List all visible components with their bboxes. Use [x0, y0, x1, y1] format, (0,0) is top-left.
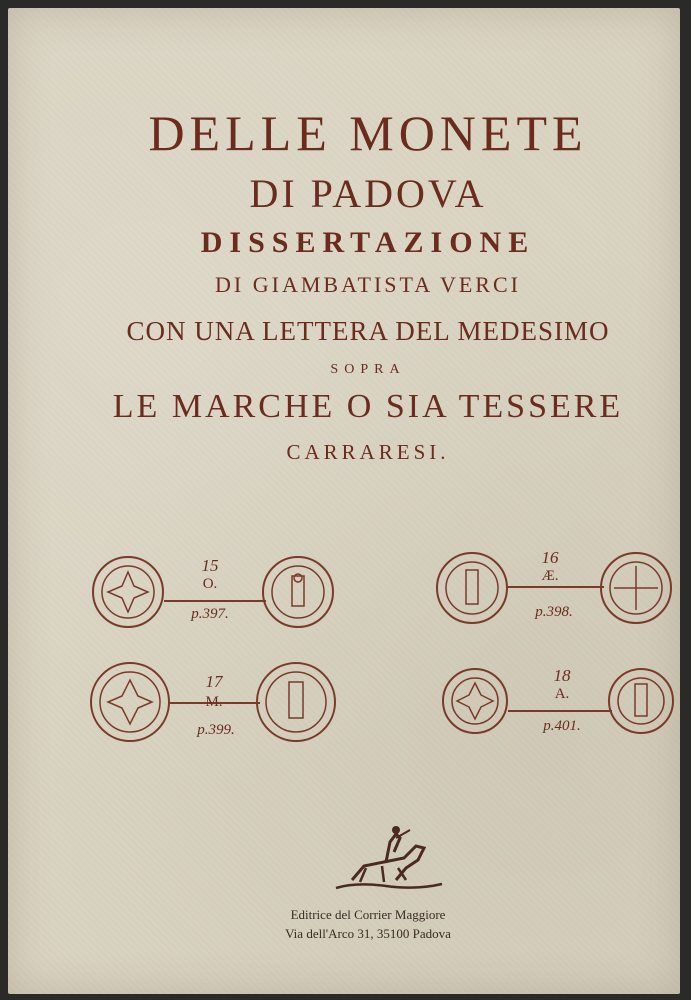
title-line-5: CON UNA LETTERA DEL MEDESIMO	[126, 316, 610, 346]
publisher-name: Editrice del Corrier Maggiore	[290, 907, 446, 922]
plate-metal-18: A.	[554, 686, 570, 702]
plate-metal-16: Æ.	[541, 568, 559, 584]
plate-number-17: 17	[205, 672, 223, 691]
plate-metal-15: O.	[202, 576, 218, 592]
plate-page-17: p.399.	[197, 722, 235, 738]
title-line-1: DELLE MONETE	[148, 105, 588, 161]
author-line: DI GIAMBATISTA VERCI	[215, 272, 521, 297]
coin-obverse-18-icon	[442, 668, 508, 734]
coin-reverse-18-icon	[608, 668, 674, 734]
coin-obverse-16-icon	[436, 552, 508, 624]
plate-page-15: p.397.	[191, 606, 229, 622]
plate-page-16: p.398.	[535, 604, 573, 620]
title-line-8: CARRARESI.	[286, 440, 450, 464]
plate-page-18: p.401.	[543, 718, 581, 734]
title-line-6: SOPRA	[330, 362, 406, 377]
title-line-3: DISSERTAZIONE	[200, 226, 536, 259]
plate-number-18: 18	[553, 666, 571, 685]
publisher-address: Via dell'Arco 31, 35100 Padova	[285, 926, 451, 941]
title-line-2: DI PADOVA	[249, 171, 487, 216]
plate-number-16: 16	[541, 548, 559, 567]
coin-reverse-17-icon	[256, 662, 336, 742]
coin-line-15	[164, 600, 266, 602]
plate-metal-17: M.	[205, 694, 223, 710]
coin-reverse-15-icon	[262, 556, 334, 628]
title-line-7: LE MARCHE O SIA TESSERE	[112, 388, 624, 425]
coin-obverse-17-icon	[90, 662, 170, 742]
plate-number-15: 15	[201, 556, 219, 575]
book-cover	[8, 8, 680, 994]
coin-reverse-16-icon	[600, 552, 672, 624]
horse-rider-logo-icon	[326, 816, 450, 898]
coin-obverse-15-icon	[92, 556, 164, 628]
coin-line-16	[508, 586, 604, 588]
coin-line-18	[508, 710, 612, 712]
